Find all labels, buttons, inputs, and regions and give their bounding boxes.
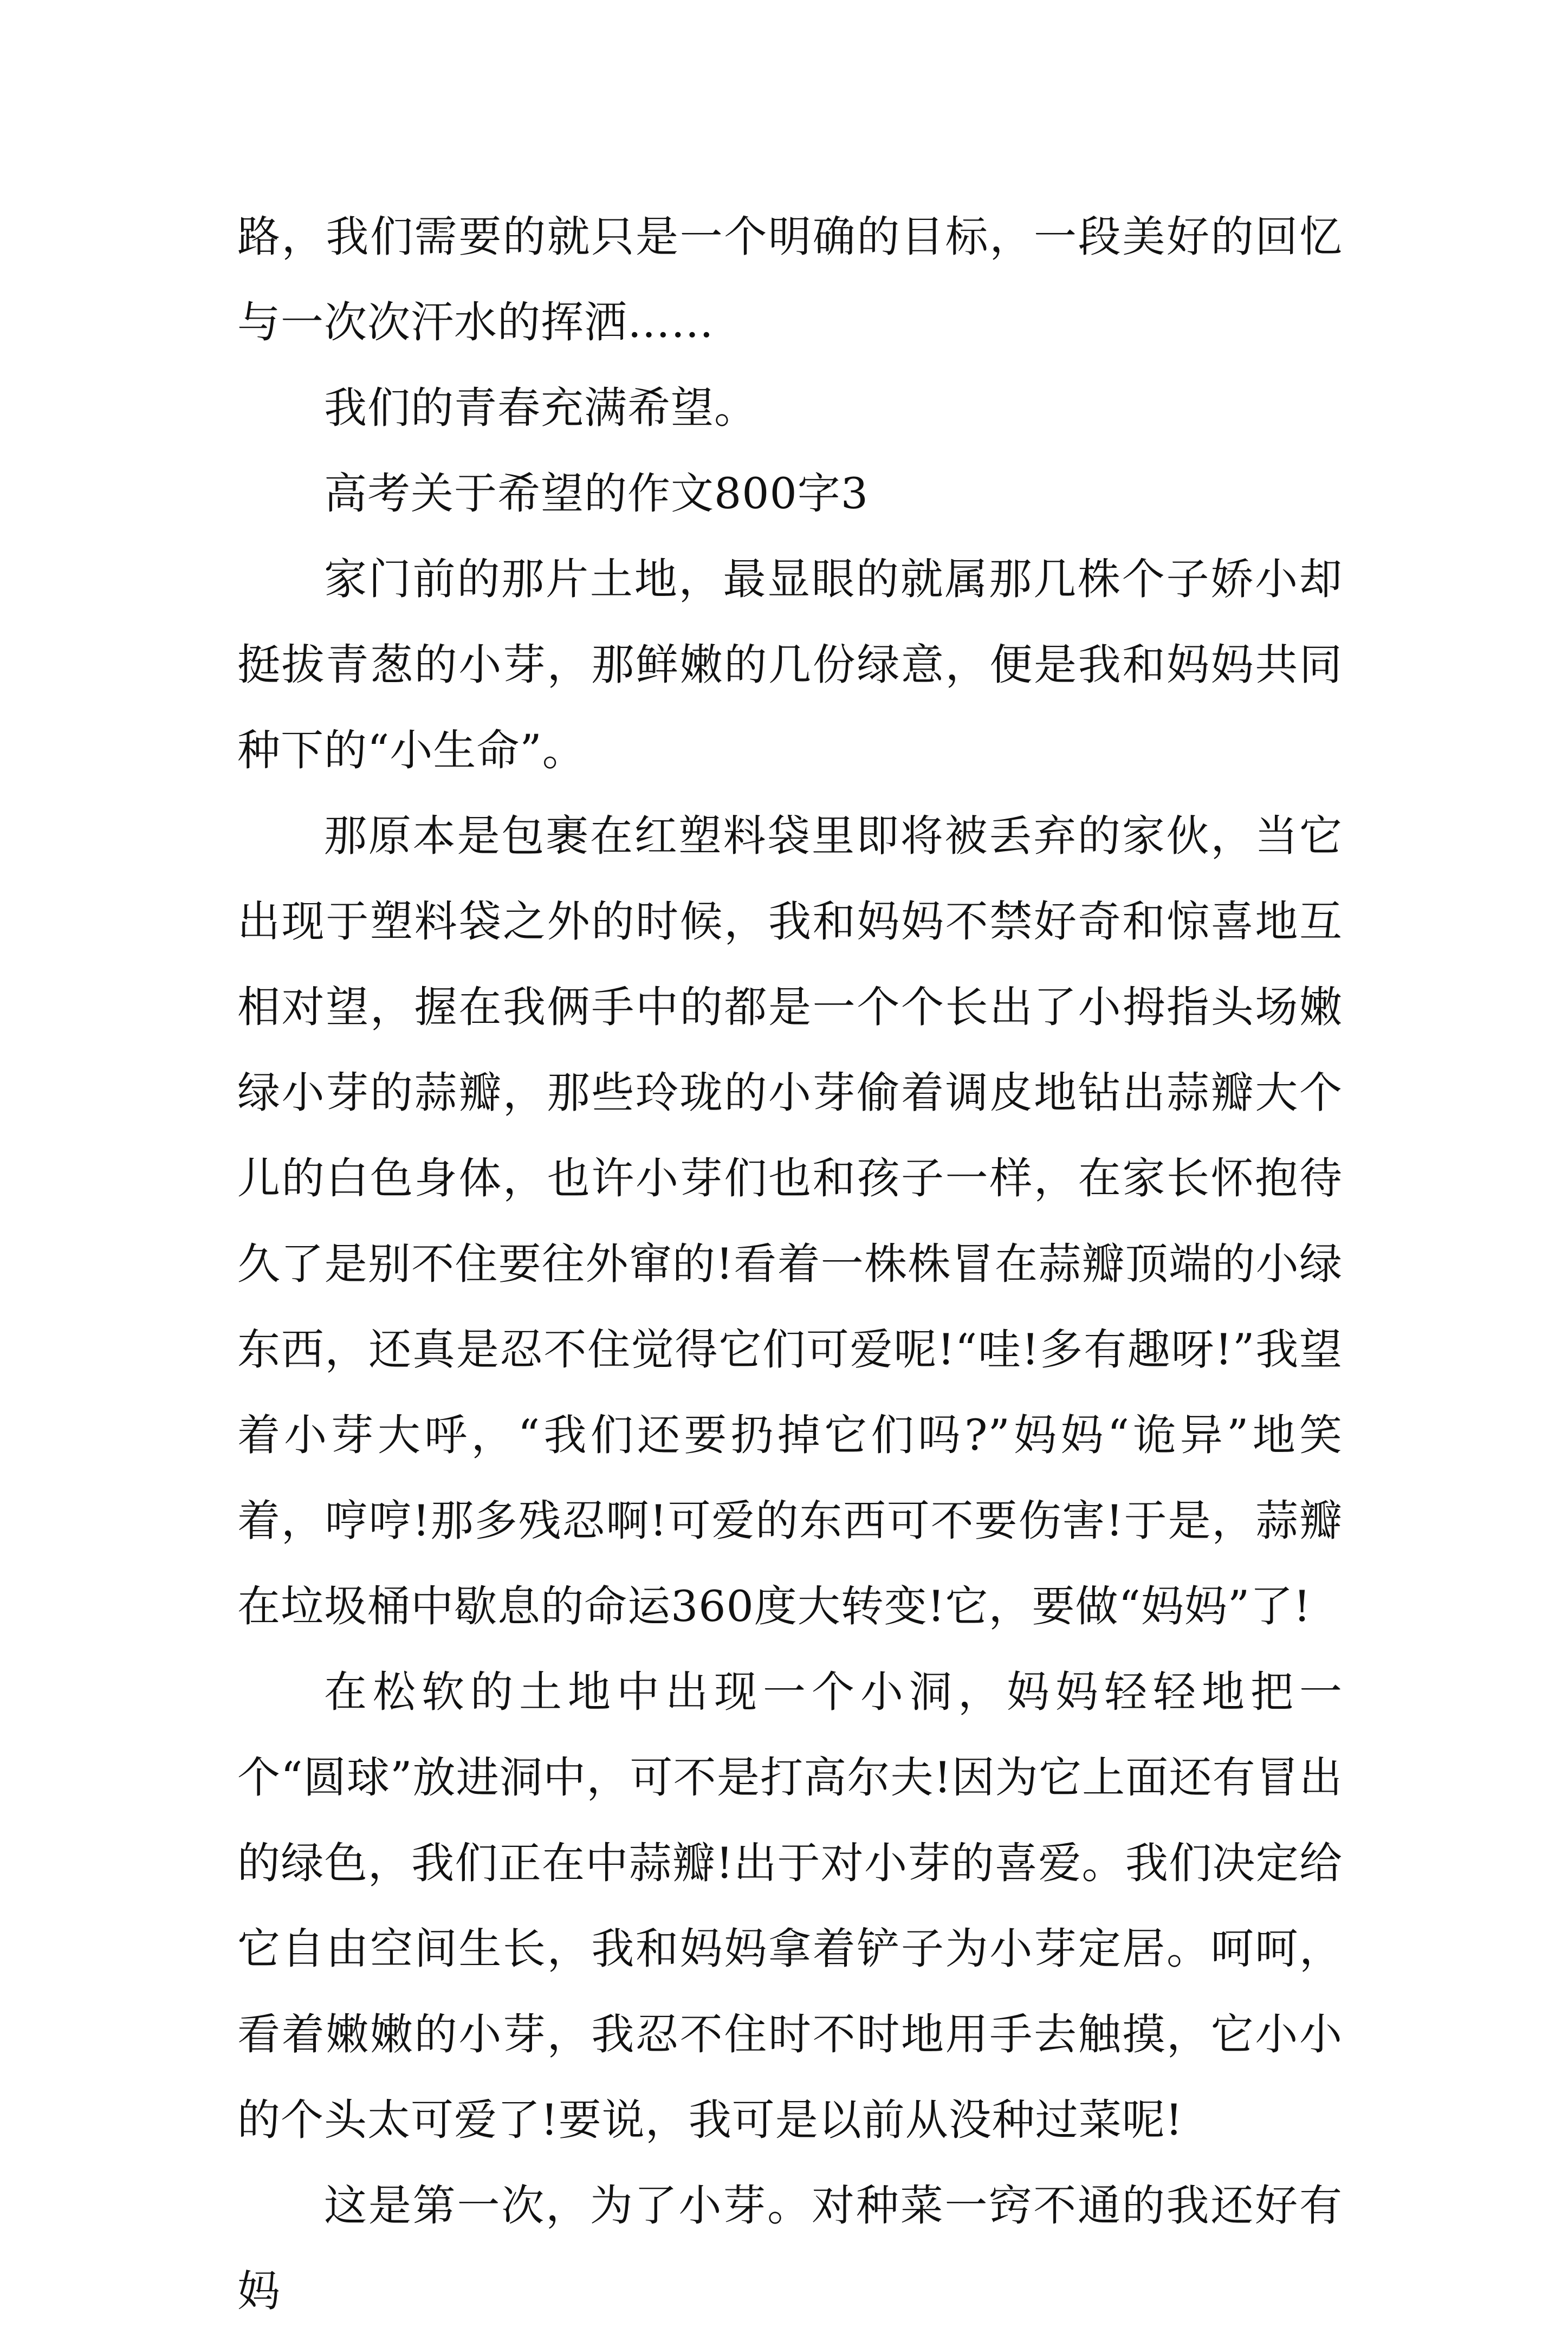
paragraph: 那原本是包裹在红塑料袋里即将被丢弃的家伙，当它出现于塑料袋之外的时候，我和妈妈不禁好奇和惊喜地互相对望，握在我俩手中的都是一个个长出了小拇指头场嫩绿小芽的蒜瓣，那些玲珑的小芽偷着调皮地钻出蒜瓣大个儿的白色身体，也许小芽们也和孩子一样，在家长怀抱待久了是别不住要往外窜的!看着一株株冒在蒜瓣顶端的小绿东西，还真是忍不住觉得它们可爱呢!“哇!多有趣呀!”我望着小芽大呼，“我们还要扔掉它们吗?”妈妈“诡异”地笑着，哼哼!那多残忍啊!可爱的东西可不要伤害!于是，蒜瓣在垃圾桶中歇息的命运360度大转变!它，要做“妈妈”了! — [237, 811, 1343, 1631]
section-heading: 高考关于希望的作文800字3 — [324, 469, 869, 518]
paragraph: 这是第一次，为了小芽。对种菜一窍不通的我还好有妈 — [237, 2181, 1343, 2316]
paragraph: 家门前的那片土地，最显眼的就属那几株个子娇小却挺拔青葱的小芽，那鲜嫩的几份绿意，便是我和妈妈共同种下的“小生命”。 — [237, 554, 1343, 775]
document-body — [237, 194, 1343, 2334]
paragraph: 我们的青春充满希望。 — [324, 383, 757, 433]
paragraph: 在松软的土地中出现一个小洞，妈妈轻轻地把一个“圆球”放进洞中，可不是打高尔夫!因为它上面还有冒出的绿色，我们正在中蒜瓣!出于对小芽的喜爱。我们决定给它自由空间生长，我和妈妈拿着铲子为小芽定居。呵呵，看着嫩嫩的小芽，我忍不住时不时地用手去触摸，它小小的个头太可爱了!要说，我可是以前从没种过菜呢! — [237, 1667, 1343, 2145]
paragraph: 路，我们需要的就只是一个明确的目标，一段美好的回忆与一次次汗水的挥洒…… — [237, 212, 1343, 347]
